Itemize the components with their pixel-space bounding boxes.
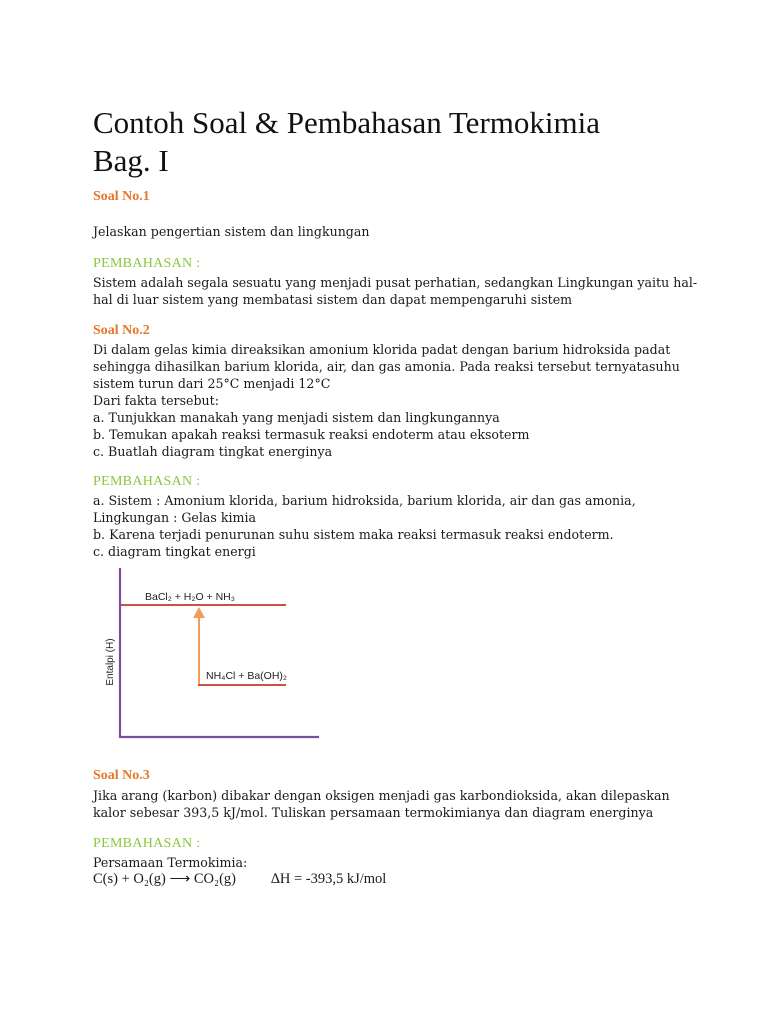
lower-level-label: NH₄Cl + Ba(OH)₂ <box>206 670 287 682</box>
question-line: b. Temukan apakah reaksi termasuk reaksi endoterm atau eksoterm <box>93 427 530 442</box>
energy-level-diagram <box>100 566 330 746</box>
soal-2-label: Soal No.2 <box>93 323 150 338</box>
question-line: Di dalam gelas kimia direaksikan amonium klorida padat dengan barium hidroksida padat <box>93 342 671 357</box>
question-line: c. Buatlah diagram tingkat energinya <box>93 444 333 459</box>
soal-1-question <box>93 223 683 240</box>
soal-1-label: Soal No.1 <box>93 189 150 204</box>
soal-1-answer <box>93 274 698 308</box>
answer-line: Lingkungan : Gelas kimia <box>93 510 256 525</box>
question-line: sistem turun dari 25°C menjadi 12°C <box>93 376 331 391</box>
question-line: a. Tunjukkan manakah yang menjadi sistem dan lingkungannya <box>93 410 500 425</box>
upper-level-label: BaCl₂ + H₂O + NH₃ <box>145 591 236 603</box>
energy-arrow-head <box>193 607 205 618</box>
soal-3-pembahasan-label: PEMBAHASAN : <box>93 836 201 851</box>
answer-line: b. Karena terjadi penurunan suhu sistem maka reaksi termasuk reaksi endoterm. <box>93 527 614 542</box>
thermochemical-equation <box>93 870 683 888</box>
soal-1-pembahasan-label: PEMBAHASAN : <box>93 256 201 271</box>
question-line: Jika arang (karbon) dibakar dengan oksigen menjadi gas karbondioksida, akan dilepaskan <box>93 788 670 803</box>
y-axis-label: Entalpi (H) <box>105 638 116 686</box>
soal-1-question-text: Jelaskan pengertian sistem dan lingkungan <box>93 224 370 239</box>
soal-3-question <box>93 787 683 821</box>
question-line: Dari fakta tersebut: <box>93 393 219 408</box>
soal-2-answer <box>93 492 683 560</box>
title-line-2: Bag. I <box>93 143 169 178</box>
answer-line: hal di luar sistem yang membatasi sistem dan dapat mempengaruhi sistem <box>93 292 573 307</box>
soal-3-answer-heading: Persamaan Termokimia: <box>93 855 248 870</box>
delta-h: ∆H = -393,5 kJ/mol <box>271 871 387 887</box>
question-line: sehingga dihasilkan barium klorida, air, dan gas amonia. Pada reaksi tersebut ternyatasuhu <box>93 359 680 374</box>
soal-2-pembahasan-label: PEMBAHASAN : <box>93 474 201 489</box>
answer-line: c. diagram tingkat energi <box>93 544 256 559</box>
soal-2-question <box>93 341 683 460</box>
soal-3-label: Soal No.3 <box>93 768 150 783</box>
equation: C(s) + O₂(g) ⟶ CO₂(g) <box>93 871 236 887</box>
question-line: kalor sebesar 393,5 kJ/mol. Tuliskan persamaan termokimianya dan diagram energinya <box>93 805 654 820</box>
answer-line: Sistem adalah segala sesuatu yang menjadi pusat perhatian, sedangkan Lingkungan yaitu hal- <box>93 275 698 290</box>
page-title <box>93 104 693 180</box>
title-line-1: Contoh Soal & Pembahasan Termokimia <box>93 105 600 140</box>
answer-line: a. Sistem : Amonium klorida, barium hidroksida, barium klorida, air dan gas amonia, <box>93 493 636 508</box>
